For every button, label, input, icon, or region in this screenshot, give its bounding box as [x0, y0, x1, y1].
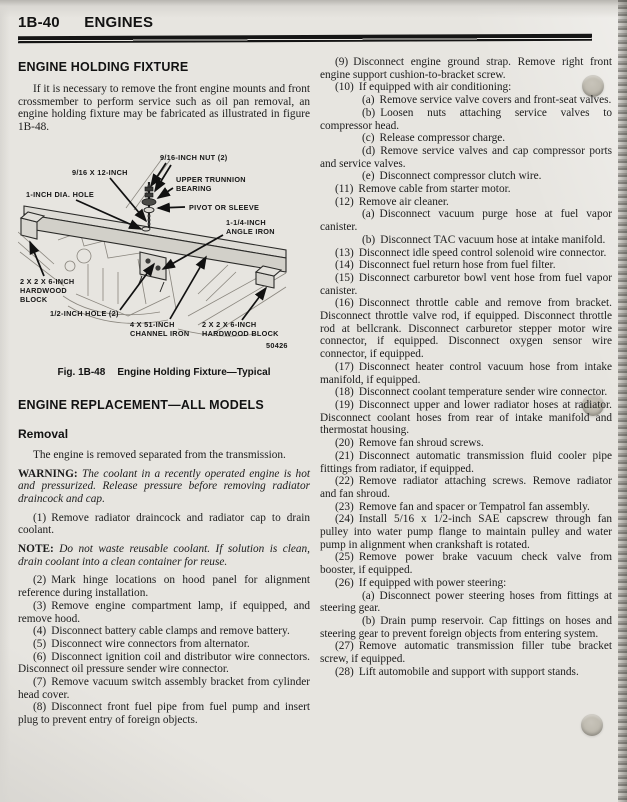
threaded-rod-assembly [142, 182, 156, 228]
label-block-right-1: 2 X 2 X 6-INCH [202, 319, 257, 329]
hole-punch-bottom [581, 714, 603, 736]
removal-step-26b: (b) Drain pump reservoir. Cap fittings on hoses and steering gear to prevent foreign objects from entering system. [320, 614, 612, 640]
label-trunnion-2: BEARING [176, 183, 212, 193]
label-channel-2: CHANNEL IRON [130, 328, 190, 338]
removal-step-10b: (b) Loosen nuts attaching service valves to compressor head. [320, 106, 612, 132]
removal-step-8: (8) Disconnect front fuel pipe from fuel pump and insert plug to prevent entry of foreign objects. [18, 701, 310, 727]
removal-step-15: (15) Disconnect carburetor bowl vent hose from fuel vapor canister. [320, 271, 612, 297]
chapter-title: ENGINES [84, 14, 154, 31]
removal-step-17: (17) Disconnect heater control vacuum hose from intake manifold, if equipped. [320, 360, 612, 386]
label-angle-iron-2: ANGLE IRON [226, 226, 275, 236]
label-angle-iron-1: 1-1/4-INCH [226, 217, 266, 227]
torn-right-edge [618, 0, 627, 802]
removal-step-10a: (a) Remove service valve covers and front-seat valves. [362, 94, 612, 107]
removal-step-10d: (d) Remove service valves and cap compressor ports and service valves. [320, 144, 612, 170]
removal-step-10: (10) If equipped with air conditioning: [335, 81, 512, 94]
section-heading-engine-replacement: ENGINE REPLACEMENT—ALL MODELS [18, 397, 264, 412]
removal-step-21: (21) Disconnect automatic transmission fluid cooler pipe fittings from radiator, if equipped. [320, 449, 612, 475]
label-channel-1: 4 X 51-INCH [130, 319, 175, 329]
warning-text: The coolant in a recently operated engine is hot and pressurized. Release pressure before removing radiator draincock and cap. [18, 467, 310, 505]
right-column [320, 56, 612, 678]
label-dia-hole: 1-INCH DIA. HOLE [26, 189, 95, 199]
hardwood-block-right [256, 266, 281, 288]
removal-step-9: (9) Disconnect engine ground strap. Remove right front engine support cushion-to-bracket screw. [320, 56, 612, 81]
drawing-number: 50426 [266, 340, 288, 350]
angle-iron-bracket [138, 252, 166, 292]
removal-step-12: (12) Remove air cleaner. [335, 195, 449, 208]
removal-step-7: (7) Remove vacuum switch assembly bracket from cylinder head cover. [18, 676, 310, 701]
page-header [18, 14, 153, 31]
section-heading-holding-fixture: ENGINE HOLDING FIXTURE [18, 60, 189, 74]
label-block-left-1: 2 X 2 X 6-INCH [20, 276, 75, 286]
removal-step-18: (18) Disconnect coolant temperature sender wire connector. [335, 386, 608, 399]
figure-caption-title: Engine Holding Fixture—Typical [117, 366, 271, 378]
removal-step-26a: (a) Disconnect power steering hoses from fittings at steering gear. [320, 589, 612, 615]
note-paragraph [18, 543, 310, 568]
removal-step-1: (1) Remove radiator draincock and radiator cap to drain coolant. [18, 511, 310, 537]
removal-step-22: (22) Remove radiator attaching screws. Remove radiator and fan shroud. [320, 475, 612, 500]
label-trunnion-1: UPPER TRUNNION [176, 174, 246, 184]
removal-step-3: (3) Remove engine compartment lamp, if equipped, and remove hood. [18, 599, 310, 625]
removal-step-12a: (a) Disconnect vacuum purge hose at fuel vapor canister. [320, 208, 612, 234]
holding-fixture-intro: If it is necessary to remove the front engine mounts and front crossmember to perform service such as oil pan removal, an engine holding fixture may be fabricated as illustrated in figure 1B-48. [18, 83, 310, 134]
left-column [18, 60, 310, 727]
removal-step-14: (14) Disconnect fuel return hose from fuel filter. [335, 259, 556, 272]
removal-step-10e: (e) Disconnect compressor clutch wire. [362, 170, 542, 183]
note-text: Do not waste reusable coolant. If solution is clean, drain coolant into a clean container for reuse. [18, 543, 310, 568]
removal-step-27: (27) Remove automatic transmission filler tube bracket screw, if equipped. [320, 640, 612, 666]
label-nut: 9/16-INCH NUT (2) [160, 152, 228, 162]
removal-step-23: (23) Remove fan and spacer or Tempatrol fan assembly. [335, 500, 590, 513]
engine-holding-fixture-drawing [18, 144, 310, 356]
removal-step-2: (2) Mark hinge locations on hood panel for alignment reference during installation. [18, 574, 310, 600]
removal-step-12b: (b) Disconnect TAC vacuum hose at intake manifold. [362, 233, 606, 246]
removal-step-26: (26) If equipped with power steering: [335, 576, 507, 589]
removal-step-6: (6) Disconnect ignition coil and distributor wire connectors. Disconnect oil pressure sender wire connector. [18, 650, 310, 676]
figure-caption-number: Fig. 1B-48 [57, 366, 106, 378]
removal-step-28: (28) Lift automobile and support with support stands. [335, 665, 579, 678]
label-block-left-2: HARDWOOD [20, 285, 67, 295]
header-rule [18, 34, 592, 44]
note-label: NOTE: [18, 543, 54, 556]
removal-step-20: (20) Remove fan shroud screws. [335, 437, 484, 450]
removal-step-19: (19) Disconnect upper and lower radiator hoses at radiator. Disconnect coolant hoses from rear of intake manifold and thermostat housing. [320, 398, 612, 437]
removal-intro: The engine is removed separated from the transmission. [33, 448, 286, 461]
label-pivot: PIVOT OR SLEEVE [189, 202, 260, 212]
removal-step-16: (16) Disconnect throttle cable and remove from bracket. Disconnect throttle valve rod, if equipped. Disconnect throttle rod at bellcrank. Disconnect carburetor stepper motor wire connector, if equipped. Disconnect oxygen sensor wire connector, if equipped. [320, 297, 612, 361]
warning-label: WARNING: [18, 467, 78, 480]
label-half-hole: 1/2-INCH HOLE (2) [50, 308, 119, 318]
subsection-heading-removal: Removal [18, 426, 69, 441]
figure-caption [18, 367, 310, 378]
removal-step-11: (11) Remove cable from starter motor. [335, 183, 511, 196]
warning-paragraph [18, 468, 310, 506]
label-block-right-2: HARDWOOD BLOCK [202, 328, 279, 338]
removal-step-5: (5) Disconnect wire connectors from alternator. [33, 637, 250, 650]
removal-step-10c: (c) Release compressor charge. [362, 132, 506, 145]
removal-step-25: (25) Remove power brake vacuum check valve from booster, if equipped. [320, 551, 612, 577]
label-rod: 9/16 X 12-INCH [72, 167, 128, 177]
removal-step-4: (4) Disconnect battery cable clamps and remove battery. [33, 625, 290, 638]
figure-1b-48 [18, 144, 310, 378]
page-number: 1B-40 [18, 14, 60, 31]
label-block-left-3: BLOCK [20, 294, 48, 304]
removal-step-13: (13) Disconnect idle speed control solenoid wire connector. [335, 246, 607, 259]
removal-step-24: (24) Install 5/16 x 1/2-inch SAE capscrew through fan pulley into water pump flange to maintain pulley and water pump in alignment when crankshaft is rotated. [320, 513, 612, 551]
